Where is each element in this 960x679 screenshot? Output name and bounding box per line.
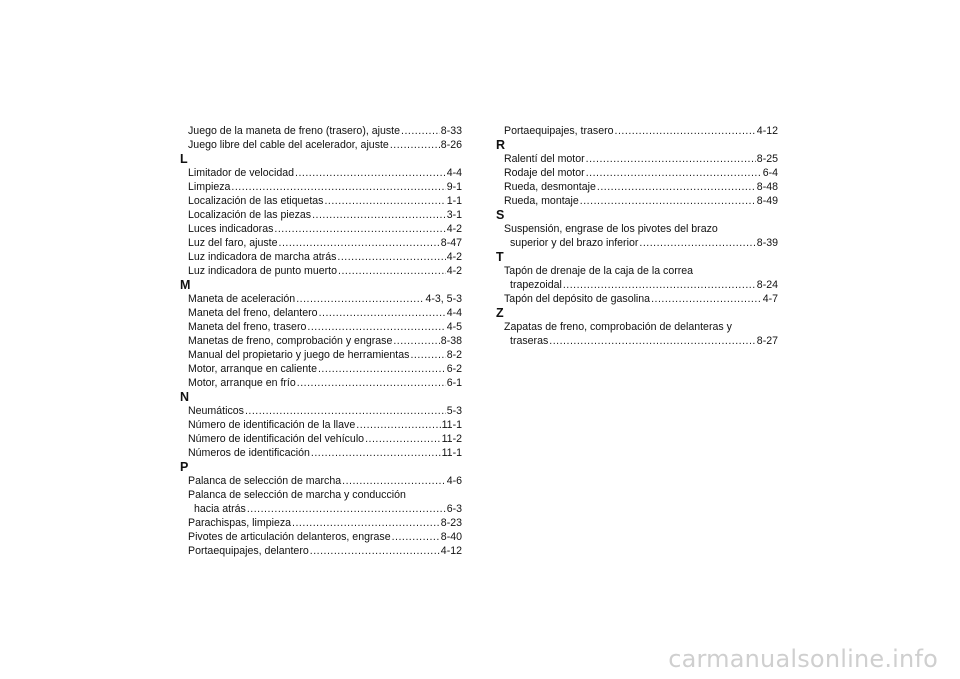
entry-text: Portaequipajes, delantero bbox=[188, 545, 309, 557]
entry-text: Motor, arranque en caliente bbox=[188, 363, 317, 375]
section-letter-l: L bbox=[180, 152, 188, 166]
entry-page: 1-1 bbox=[446, 195, 462, 207]
index-entry bbox=[180, 446, 462, 460]
entry-text: Palanca de selección de marcha bbox=[188, 475, 342, 487]
index-entry bbox=[180, 250, 462, 264]
entry-page: 4-3, 5-3 bbox=[425, 293, 462, 305]
index-entry bbox=[180, 544, 462, 558]
entry-text: Localización de las piezas bbox=[188, 209, 312, 221]
entry-page: 4-2 bbox=[446, 251, 462, 263]
index-entry bbox=[180, 306, 462, 320]
entry-text: Manetas de freno, comprobación y engrase bbox=[188, 335, 393, 347]
index-entry bbox=[496, 236, 778, 250]
index-entry bbox=[496, 292, 778, 306]
entry-page: 6-1 bbox=[446, 377, 462, 389]
entry-text: Tapón del depósito de gasolina bbox=[504, 293, 651, 305]
index-entry bbox=[496, 278, 778, 292]
entry-page: 8-47 bbox=[440, 237, 462, 249]
index-entry bbox=[180, 208, 462, 222]
entry-text: Rueda, desmontaje bbox=[504, 181, 596, 193]
index-entry bbox=[180, 432, 462, 446]
entry-text: Pivotes de articulación delanteros, engrase bbox=[188, 531, 391, 543]
section-letter-r: R bbox=[496, 138, 506, 152]
index-entry bbox=[180, 502, 462, 516]
entry-text: trapezoidal bbox=[510, 279, 562, 291]
entry-text: Luces indicadoras bbox=[188, 223, 274, 235]
entry-page: 4-5 bbox=[446, 321, 462, 333]
entry-page: 8-49 bbox=[756, 195, 778, 207]
entry-page: 8-25 bbox=[756, 153, 778, 165]
index-entry bbox=[180, 222, 462, 236]
entry-page: 8-40 bbox=[440, 531, 462, 543]
entry-page: 8-26 bbox=[440, 139, 462, 151]
index-entry bbox=[496, 180, 778, 194]
entry-text: Maneta de aceleración bbox=[188, 293, 296, 305]
entry-text: Maneta del freno, delantero bbox=[188, 307, 318, 319]
entry-text: Zapatas de freno, comprobación de delanteras y bbox=[504, 321, 732, 333]
index-entry bbox=[180, 292, 462, 306]
entry-text: Número de identificación de la llave bbox=[188, 419, 356, 431]
entry-page: 8-33 bbox=[440, 125, 462, 137]
entry-text: Suspensión, engrase de los pivotes del brazo bbox=[504, 223, 718, 235]
index-entry bbox=[496, 194, 778, 208]
entry-text: Neumáticos bbox=[188, 405, 244, 417]
index-entry bbox=[180, 348, 462, 362]
entry-text: Motor, arranque en frío bbox=[188, 377, 296, 389]
index-entry bbox=[180, 180, 462, 194]
index-entry bbox=[180, 376, 462, 390]
entry-page: 3-1 bbox=[446, 209, 462, 221]
entry-page: 9-1 bbox=[446, 181, 462, 193]
index-entry bbox=[180, 236, 462, 250]
entry-page: 8-27 bbox=[756, 335, 778, 347]
entry-page: 11-1 bbox=[441, 419, 462, 431]
entry-page: 8-23 bbox=[440, 517, 462, 529]
entry-text: Juego libre del cable del acelerador, ajuste bbox=[188, 139, 389, 151]
index-entry bbox=[180, 166, 462, 180]
entry-text: Luz del faro, ajuste bbox=[188, 237, 278, 249]
entry-text: Números de identificación bbox=[188, 447, 310, 459]
index-entry bbox=[180, 530, 462, 544]
entry-text: Rueda, montaje bbox=[504, 195, 579, 207]
index-entry bbox=[180, 264, 462, 278]
watermark: carmanualsonline.info bbox=[668, 645, 938, 673]
section-letter-s: S bbox=[496, 208, 505, 222]
entry-text: traseras bbox=[510, 335, 549, 347]
entry-text: Tapón de drenaje de la caja de la correa bbox=[504, 265, 694, 277]
index-entry bbox=[180, 516, 462, 530]
index-entry bbox=[496, 124, 778, 138]
entry-page: 11-1 bbox=[441, 447, 462, 459]
entry-text: Maneta del freno, trasero bbox=[188, 321, 307, 333]
entry-page: 4-6 bbox=[446, 475, 462, 487]
entry-page: 4-4 bbox=[446, 167, 462, 179]
index-column-left bbox=[180, 124, 462, 558]
entry-page: 4-12 bbox=[756, 125, 778, 137]
entry-page: 6-2 bbox=[446, 363, 462, 375]
index-entry bbox=[496, 166, 778, 180]
entry-text: hacia atrás bbox=[194, 503, 246, 515]
index-column-right bbox=[496, 124, 778, 348]
entry-page: 8-24 bbox=[756, 279, 778, 291]
index-entry bbox=[180, 320, 462, 334]
index-entry bbox=[180, 194, 462, 208]
section-letter-p: P bbox=[180, 460, 189, 474]
section-letter-m: M bbox=[180, 278, 191, 292]
entry-page: 4-4 bbox=[446, 307, 462, 319]
entry-page: 6-3 bbox=[446, 503, 462, 515]
entry-page: 6-4 bbox=[762, 167, 778, 179]
entry-text: Luz indicadora de punto muerto bbox=[188, 265, 338, 277]
entry-text: Limitador de velocidad bbox=[188, 167, 294, 179]
entry-page: 4-2 bbox=[446, 265, 462, 277]
index-entry bbox=[496, 152, 778, 166]
index-entry bbox=[180, 362, 462, 376]
entry-text: Número de identificación del vehículo bbox=[188, 433, 365, 445]
index-entry bbox=[180, 418, 462, 432]
entry-text: Parachispas, limpieza bbox=[188, 517, 292, 529]
entry-text: superior y del brazo inferior bbox=[510, 237, 639, 249]
index-entry bbox=[180, 474, 462, 488]
entry-page: 4-2 bbox=[446, 223, 462, 235]
entry-text: Juego de la maneta de freno (trasero), ajuste bbox=[188, 125, 400, 137]
entry-text: Limpieza bbox=[188, 181, 231, 193]
section-letter-n: N bbox=[180, 390, 190, 404]
entry-text: Rodaje del motor bbox=[504, 167, 585, 179]
entry-page: 8-38 bbox=[440, 335, 462, 347]
entry-text: Portaequipajes, trasero bbox=[504, 125, 614, 137]
entry-text: Luz indicadora de marcha atrás bbox=[188, 251, 337, 263]
entry-text: Localización de las etiquetas bbox=[188, 195, 324, 207]
entry-text: Manual del propietario y juego de herramientas bbox=[188, 349, 410, 361]
entry-page: 5-3 bbox=[446, 405, 462, 417]
index-entry bbox=[496, 334, 778, 348]
index-entry bbox=[180, 334, 462, 348]
index-entry bbox=[180, 404, 462, 418]
entry-page: 8-2 bbox=[446, 349, 462, 361]
entry-page: 8-39 bbox=[756, 237, 778, 249]
section-letter-z: Z bbox=[496, 306, 504, 320]
entry-page: 4-12 bbox=[440, 545, 462, 557]
entry-page: 8-48 bbox=[756, 181, 778, 193]
index-entry bbox=[180, 124, 462, 138]
section-letter-t: T bbox=[496, 250, 504, 264]
entry-page: 4-7 bbox=[762, 293, 778, 305]
entry-page: 11-2 bbox=[441, 433, 462, 445]
entry-text: Ralentí del motor bbox=[504, 153, 585, 165]
index-entry bbox=[180, 138, 462, 152]
entry-text: Palanca de selección de marcha y conducción bbox=[188, 489, 406, 501]
